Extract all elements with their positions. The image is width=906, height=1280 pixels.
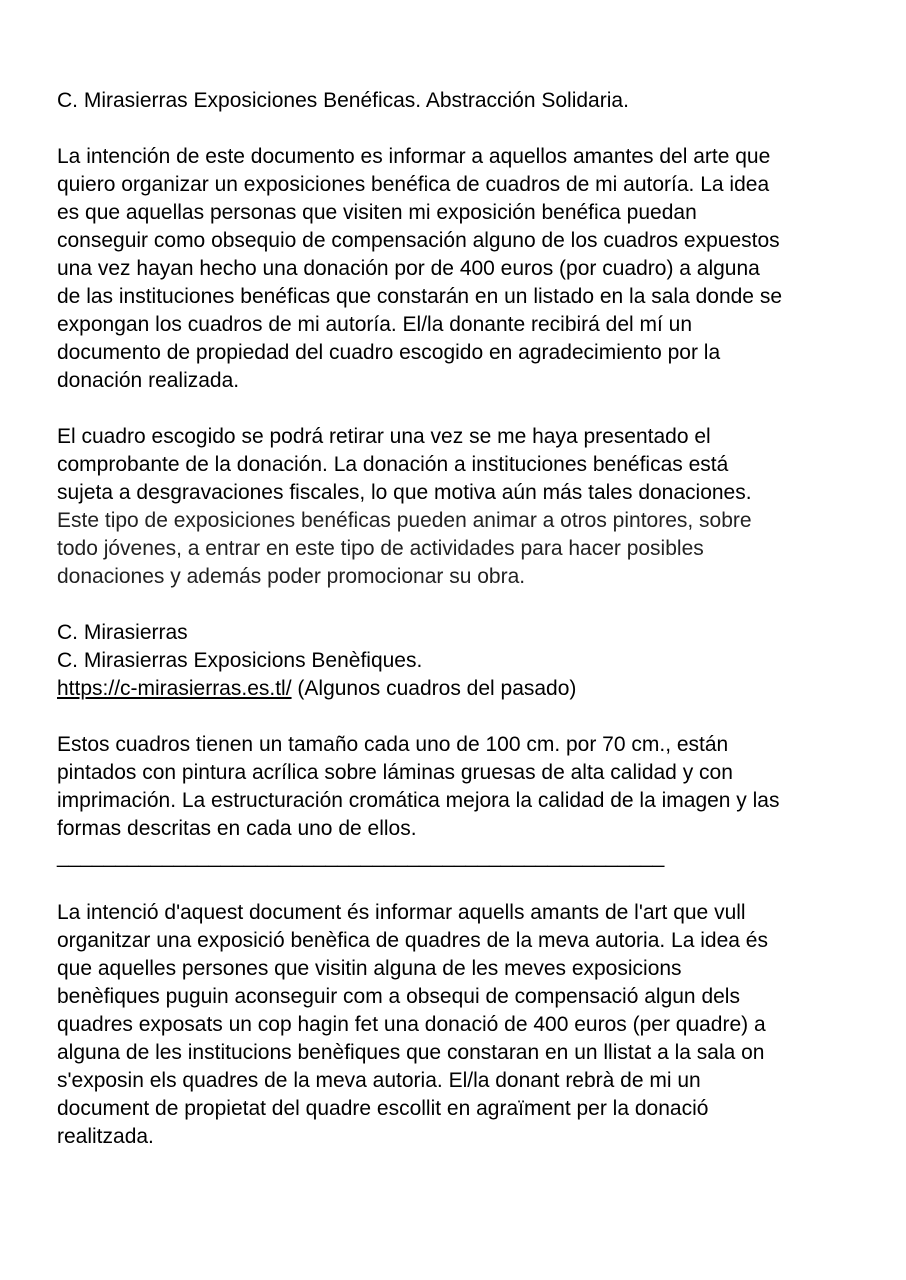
text-line: de las instituciones benéficas que constarán en un listado en la sala donde se [57,285,782,308]
text-line: que aquelles persones que visitin alguna de les meves exposicions [57,957,682,980]
text-line: benèfiques puguin aconseguir com a obsequi de compensació algun dels [57,985,740,1008]
paragraph-retirement-es [57,423,752,591]
text-line: una vez hayan hecho una donación por de 400 euros (por cuadro) a alguna [57,257,760,280]
paragraph-encouragement-lines [57,507,752,591]
website-link[interactable]: https://c-mirasierras.es.tl/ [57,677,292,700]
text-line: quadres exposats un cop hagin fet una donació de 400 euros (per quadre) a [57,1013,766,1036]
text-line: conseguir como obsequio de compensación alguno de los cuadros expuestos [57,229,780,252]
signature-link-line [57,675,576,703]
signature-name: C. Mirasierras [57,621,188,644]
text-line: quiero organizar un exposiciones benéfica de cuadros de mi autoría. La idea [57,173,770,196]
text-line: sujeta a desgravaciones fiscales, lo que motiva aún más tales donaciones. [57,481,752,504]
title-line: C. Mirasierras Exposiciones Benéficas. Abstracción Solidaria. [57,89,629,112]
text-line: document de propietat del quadre escollit en agraïment per la donació [57,1097,709,1120]
text-line: es que aquellas personas que visiten mi exposición benéfica puedan [57,201,697,224]
signature-block [57,619,576,703]
paragraph-intro-es [57,143,782,395]
paragraph-intro-ca [57,899,768,1151]
document-title [57,87,629,115]
text-line: donaciones y además poder promocionar su obra. [57,565,526,588]
text-line: donación realizada. [57,369,240,392]
text-line: La intención de este documento es informar a aquellos amantes del arte que [57,145,771,168]
text-line: realitzada. [57,1125,154,1148]
text-line: todo jóvenes, a entrar en este tipo de actividades para hacer posibles [57,537,704,560]
text-line: Este tipo de exposiciones benéficas pueden animar a otros pintores, sobre [57,509,752,532]
text-line: imprimación. La estructuración cromática mejora la calidad de la imagen y las [57,789,780,812]
text-line: organitzar una exposició benèfica de quadres de la meva autoria. La idea és [57,929,768,952]
separator: ____________________________________________________ [57,845,665,868]
text-line: expongan los cuadros de mi autoría. El/la donante recibirá del mí un [57,313,693,336]
text-line: pintados con pintura acrílica sobre láminas gruesas de alta calidad y con [57,761,733,784]
text-line: formas descritas en cada uno de ellos. [57,817,417,840]
text-line: s'exposin els quadres de la meva autoria. El/la donant rebrà de mi un [57,1069,701,1092]
signature-org: C. Mirasierras Exposicions Benèfiques. [57,649,423,672]
paragraph-dimensions-es [57,731,780,843]
text-line: alguna de les institucions benèfiques que constaran en un llistat a la sala on [57,1041,765,1064]
text-line: documento de propiedad del cuadro escogido en agradecimiento por la [57,341,721,364]
text-line: El cuadro escogido se podrá retirar una vez se me haya presentado el [57,425,711,448]
text-line: La intenció d'aquest document és informar aquells amants de l'art que vull [57,901,746,924]
link-note: (Algunos cuadros del pasado) [291,677,577,700]
text-line: comprobante de la donación. La donación a instituciones benéficas está [57,453,729,476]
separator-line [57,843,664,871]
text-line: Estos cuadros tienen un tamaño cada uno de 100 cm. por 70 cm., están [57,733,729,756]
paragraph-retirement-lines [57,423,752,507]
